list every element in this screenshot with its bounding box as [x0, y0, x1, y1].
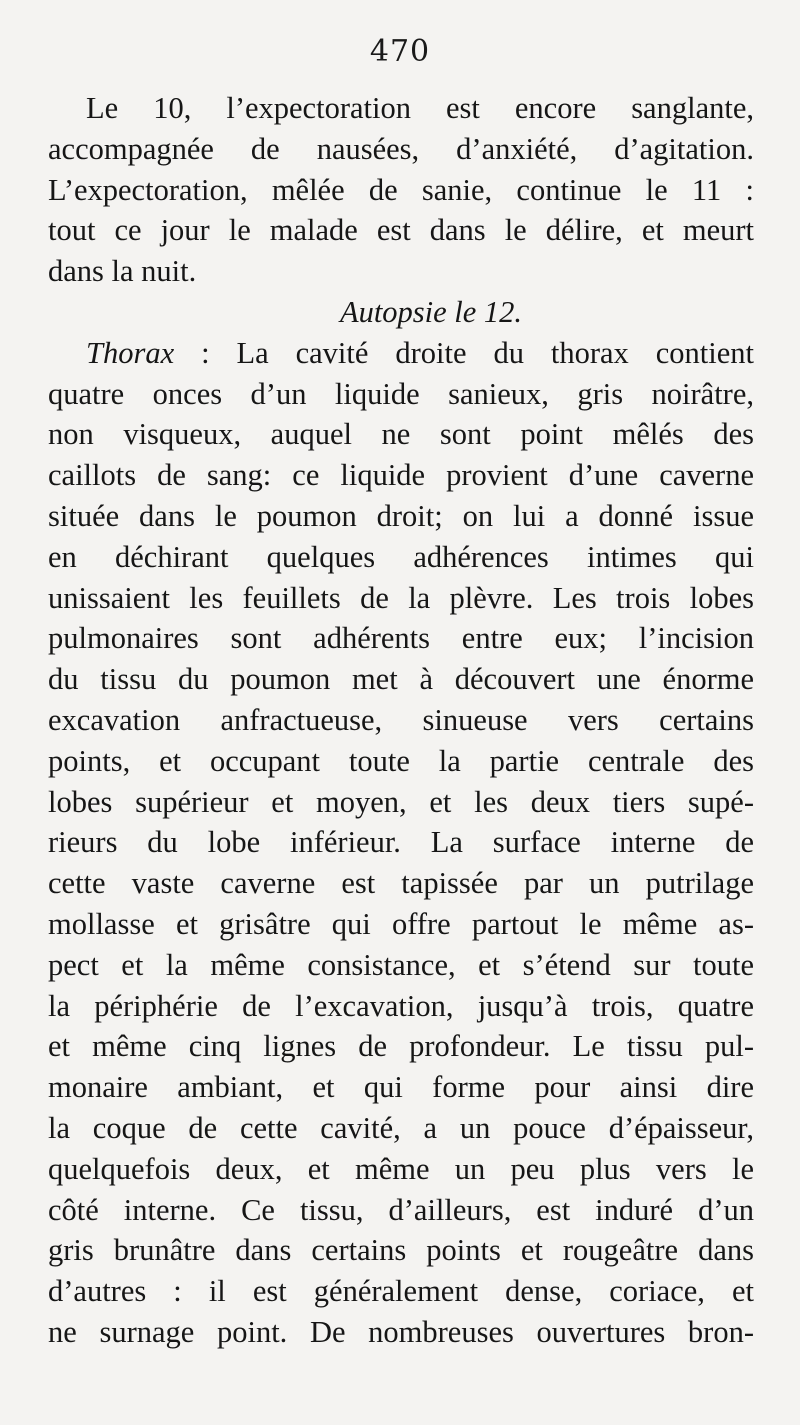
text-line-thorax [48, 333, 754, 374]
text-line: la périphérie de l’excavation, jusqu’à trois, quatre [48, 988, 754, 1023]
text-line: caillots de sang: ce liquide provient d’une caverne [48, 458, 754, 493]
text-line: du tissu du poumon met à découvert une énorme [48, 662, 754, 697]
text-line: pulmonaires sont adhérents entre eux; l’incision [48, 621, 754, 656]
text-line: cette vaste caverne est tapissée par un putrilage [48, 866, 754, 901]
text-line: tout ce jour le malade est dans le délire, et meurt [48, 213, 754, 248]
text-line: gris brunâtre dans certains points et rougeâtre dans [48, 1233, 754, 1268]
thorax-heading: Thorax [86, 335, 175, 370]
text-line: située dans le poumon droit; on lui a donné issue [48, 498, 754, 533]
text-line: quelquefois deux, et même un peu plus vers le [48, 1151, 754, 1186]
text-line: excavation anfractueuse, sinueuse vers certains [48, 702, 754, 737]
text-line: rieurs du lobe inférieur. La surface interne de [48, 825, 754, 860]
text-line: L’expectoration, mêlée de sanie, continue le 11 : [48, 172, 754, 207]
thorax-text: : La cavité droite du thorax contient [174, 335, 754, 370]
text-line: mollasse et grisâtre qui offre partout le même as- [48, 906, 754, 941]
text-line: accompagnée de nausées, d’anxiété, d’agitation. [48, 131, 754, 166]
text-line: en déchirant quelques adhérences intimes qui [48, 539, 754, 574]
text-line: points, et occupant toute la partie centrale des [48, 743, 754, 778]
text-line: Le 10, l’expectoration est encore sanglante, [86, 91, 754, 125]
text-line: dans la nuit. [48, 254, 197, 289]
text-line: d’autres : il est généralement dense, coriace, et [48, 1274, 754, 1309]
text-line: monaire ambiant, et qui forme pour ainsi dire [48, 1070, 754, 1105]
text-line: la coque de cette cavité, a un pouce d’épaisseur, [48, 1110, 754, 1145]
text-line: lobes supérieur et moyen, et les deux tiers supé- [48, 784, 754, 819]
text-line: non visqueux, auquel ne sont point mêlés des [48, 417, 754, 452]
text-line: et même cinq lignes de profondeur. Le tissu pul- [48, 1029, 754, 1064]
text-line: unissaient les feuillets de la plèvre. Les trois lobes [48, 580, 754, 615]
text-line: quatre onces d’un liquide sanieux, gris noirâtre, [48, 376, 754, 411]
section-heading: Autopsie le 12. [339, 294, 523, 329]
page-number: 470 [369, 34, 431, 69]
text-line: côté interne. Ce tissu, d’ailleurs, est induré d’un [48, 1192, 754, 1227]
body-text [48, 88, 754, 1353]
text-line: pect et la même consistance, et s’étend sur toute [48, 947, 754, 982]
text-line: ne surnage point. De nombreuses ouvertures bron- [48, 1314, 754, 1349]
